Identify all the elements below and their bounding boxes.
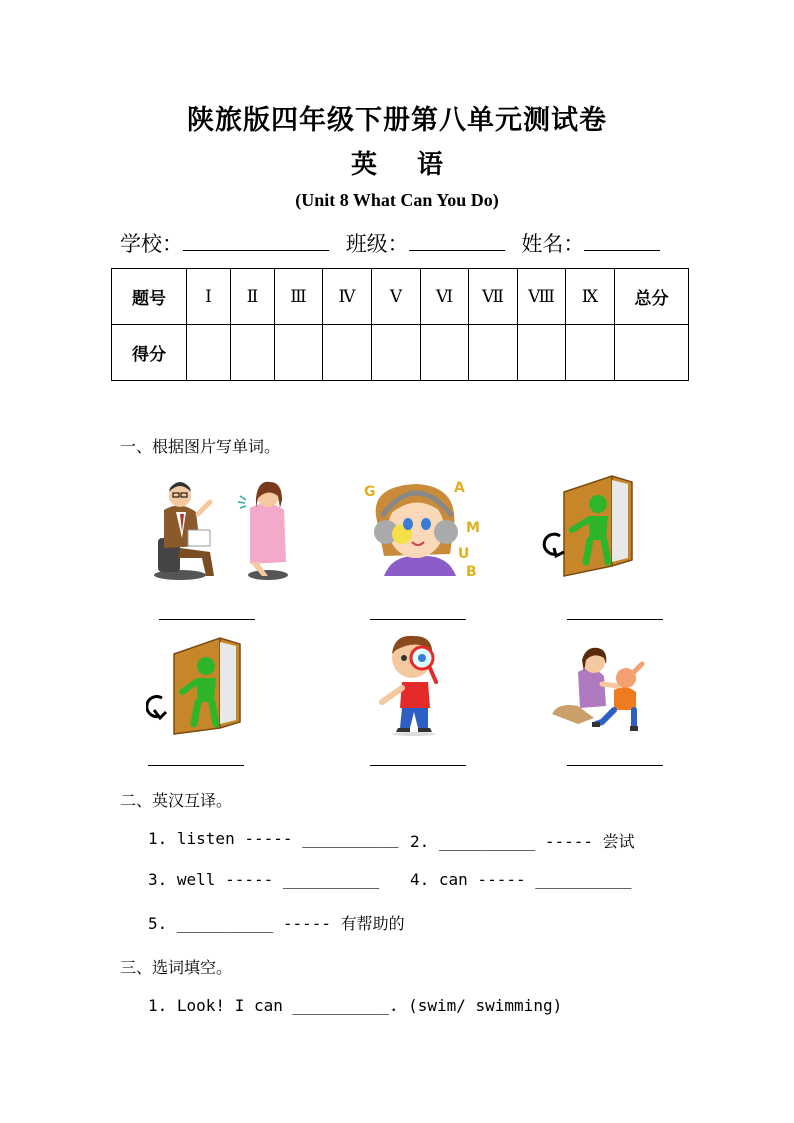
column-header: Ⅵ bbox=[421, 269, 469, 325]
question-number-label: 题号 bbox=[112, 269, 187, 325]
teacher-student-talking-picture bbox=[150, 478, 290, 582]
answer-blank[interactable] bbox=[159, 618, 255, 620]
score-row bbox=[112, 325, 689, 381]
girl-helping-boy-picture bbox=[548, 644, 648, 734]
svg-text:B: B bbox=[466, 564, 477, 580]
translation-item-3: 3. well ----- __________ bbox=[148, 870, 380, 889]
column-header: Ⅴ bbox=[372, 269, 421, 325]
translation-item-5-blank: 5. __________ ----- bbox=[148, 914, 341, 933]
score-cell[interactable] bbox=[372, 325, 421, 381]
svg-text:A: A bbox=[454, 480, 465, 496]
figure-opening-door-picture bbox=[540, 474, 638, 578]
column-header: Ⅱ bbox=[231, 269, 275, 325]
score-cell[interactable] bbox=[231, 325, 275, 381]
answer-blank[interactable] bbox=[148, 764, 244, 766]
column-header: Ⅶ bbox=[469, 269, 518, 325]
fill-in-item-1: 1. Look! I can __________. (swim/ swimming) bbox=[148, 996, 563, 1015]
subject-title bbox=[0, 144, 794, 181]
question-number-row bbox=[112, 269, 689, 325]
score-label: 得分 bbox=[112, 325, 187, 381]
svg-text:G: G bbox=[364, 484, 376, 500]
score-cell[interactable] bbox=[275, 325, 323, 381]
score-table bbox=[111, 268, 689, 381]
answer-blank[interactable] bbox=[567, 764, 663, 766]
answer-blank[interactable] bbox=[370, 764, 466, 766]
translation-item-2-blank: 2. __________ ----- bbox=[410, 832, 603, 851]
score-cell[interactable] bbox=[615, 325, 689, 381]
translation-item-2 bbox=[410, 829, 635, 852]
answer-blank[interactable] bbox=[567, 618, 663, 620]
name-label: 姓名： bbox=[521, 232, 585, 256]
section-1-heading: 一、根据图片写单词。 bbox=[120, 437, 281, 456]
total-label: 总分 bbox=[615, 269, 689, 325]
score-cell[interactable] bbox=[421, 325, 469, 381]
translation-item-5 bbox=[148, 911, 405, 934]
section-3-heading: 三、选词填空。 bbox=[120, 958, 233, 977]
score-cell[interactable] bbox=[566, 325, 615, 381]
column-header: Ⅳ bbox=[323, 269, 372, 325]
name-field[interactable] bbox=[584, 230, 660, 251]
score-cell[interactable] bbox=[469, 325, 518, 381]
score-cell[interactable] bbox=[323, 325, 372, 381]
svg-text:U: U bbox=[458, 546, 470, 562]
score-cell[interactable] bbox=[518, 325, 566, 381]
girl-headphones-game-picture bbox=[362, 476, 484, 582]
student-info-line bbox=[120, 228, 660, 258]
boy-magnifier-picture bbox=[372, 632, 462, 736]
page-title: 陕旅版四年级下册第八单元测试卷 bbox=[187, 105, 607, 136]
class-label: 班级： bbox=[345, 232, 409, 256]
subject-char-1: 英 bbox=[350, 150, 377, 180]
answer-blank[interactable] bbox=[370, 618, 466, 620]
translation-item-1: 1. listen ----- __________ bbox=[148, 829, 399, 848]
column-header: Ⅲ bbox=[275, 269, 323, 325]
svg-text:M: M bbox=[466, 520, 480, 536]
subject-char-2: 语 bbox=[417, 150, 444, 180]
translation-item-2-word: 尝试 bbox=[602, 832, 635, 851]
figure-closing-door-picture bbox=[146, 632, 244, 736]
school-field[interactable] bbox=[183, 230, 329, 251]
section-2-heading: 二、英汉互译。 bbox=[120, 791, 233, 810]
translation-item-4: 4. can ----- __________ bbox=[410, 870, 632, 889]
score-cell[interactable] bbox=[187, 325, 231, 381]
column-header: Ⅸ bbox=[566, 269, 615, 325]
translation-item-5-word: 有帮助的 bbox=[340, 914, 405, 933]
column-header: Ⅰ bbox=[187, 269, 231, 325]
school-label: 学校： bbox=[120, 232, 183, 256]
unit-subtitle: (Unit 8 What Can You Do) bbox=[295, 190, 499, 210]
class-field[interactable] bbox=[409, 230, 505, 251]
column-header: Ⅷ bbox=[518, 269, 566, 325]
